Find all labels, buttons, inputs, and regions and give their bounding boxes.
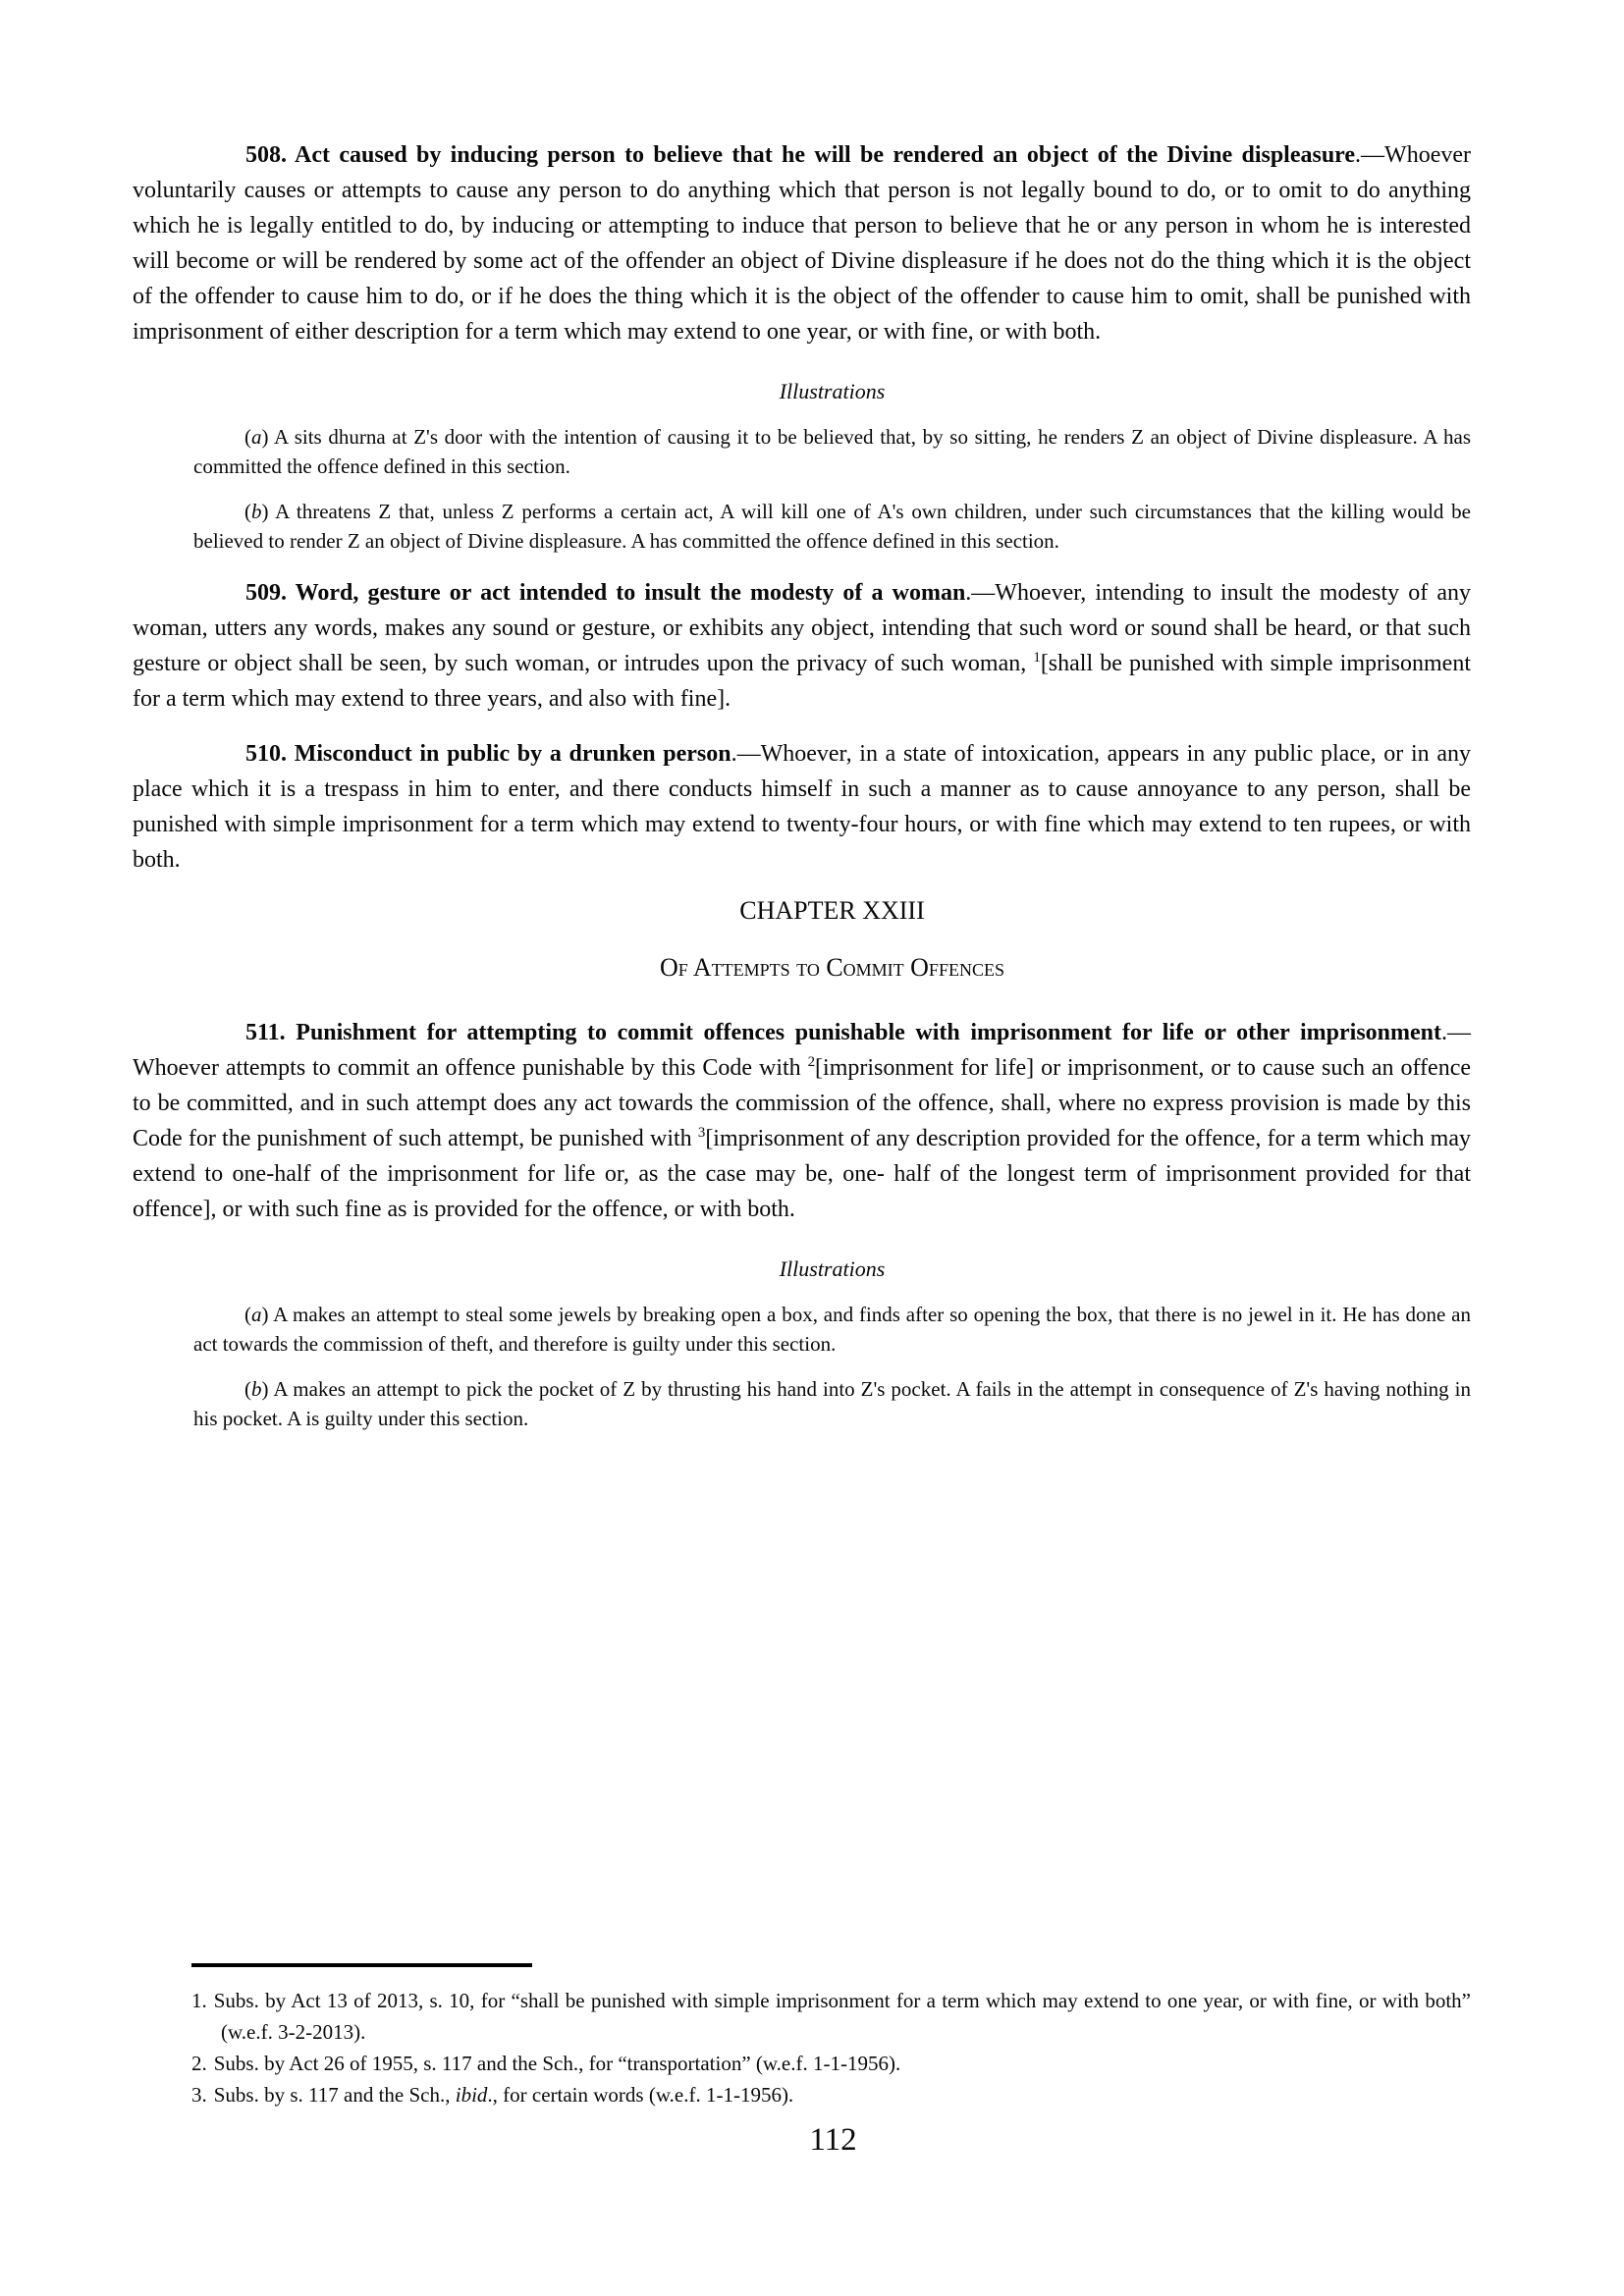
footnote-separator-rule <box>191 1963 532 1967</box>
section-511-paragraph: 511. Punishment for attempting to commit offences punishable with imprisonment for life or other imprisonment.—Whoever attempts to commit an offence punishable by this Code with $^2$[imprisonment for life] or imprisonment, or to cause such an offence to be committed, and in such attempt does any act towards the commission of the offence, shall, where no express provision is made by this Code for the punishment of such attempt, be punished with $^3$[imprisonment of any description provided for the offence, for a term which may extend to one-half of the imprisonment for life or, as the case may be, one- half of the longest term of imprisonment provided for that offence], or with such fine as is provided for the offence, or with both. <box>133 1020 1471 1222</box>
section-510-paragraph: 510. Misconduct in public by a drunken person.—Whoever, in a state of intoxication, appears in any public place, or in any place which it is a trespass in him to enter, and there conducts himself in such a manner as to cause annoyance to any person, shall be punished with simple imprisonment for a term which may extend to twenty-four hours, or with fine which may extend to ten rupees, or with both. <box>133 741 1471 873</box>
footnote-1-marker: 1. <box>191 1989 207 2012</box>
footnote-1 <box>191 1985 1471 2048</box>
chapter-title: CHAPTER XXIII <box>739 896 925 925</box>
section-509-paragraph: 509. Word, gesture or act intended to insult the modesty of a woman.—Whoever, intending to insult the modesty of any woman, utters any words, makes any sound or gesture, or exhibits any object, intending that such word or sound shall be heard, or that such gesture or object shall be seen, by such woman, or intrudes upon the privacy of such woman, $^1$[shall be punished with simple imprisonment for a term which may extend to three years, and also with fine]. <box>133 580 1472 712</box>
footnote-1-text: Subs. by Act 13 of 2013, s. 10, for “shall be punished with simple imprisonment for a term which may extend to one year, or with fine, or with both” (w.e.f. 3-2-2013). <box>213 1989 1471 2044</box>
illustrations-heading-511: Illustrations <box>779 1256 886 1281</box>
page-content <box>133 137 1471 1433</box>
illustration-511-a: (a) A makes an attempt to steal some jewels by breaking open a box, and finds after so opening the box, that there is no jewel in it. He has done an act towards the commission of theft, and therefore is guilty under this section. <box>193 1303 1471 1356</box>
footnote-2 <box>191 2048 1471 2079</box>
chapter-subtitle: Of Attempts to Commit Offences <box>660 953 1004 982</box>
footnote-3-text: Subs. by s. 117 and the Sch., ibid., for certain words (w.e.f. 1-1-1956). <box>213 2083 794 2107</box>
footnote-2-text: Subs. by Act 26 of 1955, s. 117 and the Sch., for “transportation” (w.e.f. 1-1-1956). <box>213 2052 901 2075</box>
illustrations-heading-508: Illustrations <box>779 379 886 403</box>
illustration-508-a: (a) A sits dhurna at Z's door with the intention of causing it to be believed that, by so sitting, he renders Z an object of Divine displeasure. A has committed the offence defined in this section. <box>193 425 1471 478</box>
footnote-3-marker: 3. <box>191 2083 207 2107</box>
section-508-paragraph: 508. Act caused by inducing person to believe that he will be rendered an object of the Divine displeasure.—Whoever voluntarily causes or attempts to cause any person to do anything which that person is not legally bound to do, or to omit to do anything which he is legally entitled to do, by inducing or attempting to induce that person to believe that he or any person in whom he is interested will become or will be rendered by some act of the offender an object of Divine displeasure if he does not do the thing which it is the object of the offender to cause him to do, or if he does the thing which it is the object of the offender to cause him to omit, shall be punished with imprisonment of either description for a term which may extend to one year, or with fine, or with both. <box>133 142 1471 345</box>
footnote-2-marker: 2. <box>191 2052 207 2075</box>
footnotes-area <box>191 1963 1471 2110</box>
page-number: 112 <box>809 2122 857 2158</box>
illustration-508-b: (b) A threatens Z that, unless Z performs a certain act, A will kill one of A's own children, under such circumstances that the killing would be believed to render Z an object of Divine displeasure. A has committed the offence defined in this section. <box>193 500 1471 553</box>
illustration-511-b: (b) A makes an attempt to pick the pocket of Z by thrusting his hand into Z's pocket. A fails in the attempt in consequence of Z's having nothing in his pocket. A is guilty under this section. <box>193 1377 1471 1430</box>
footnote-3 <box>191 2079 1471 2110</box>
